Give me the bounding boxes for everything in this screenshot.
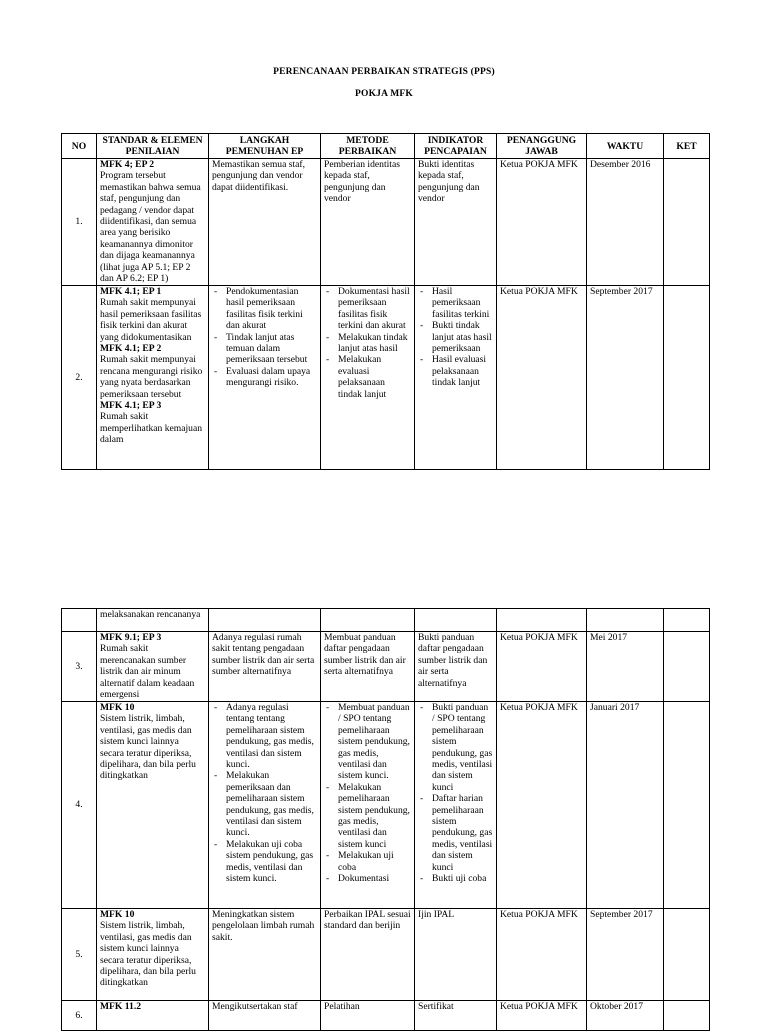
table-row bbox=[62, 632, 710, 702]
document-title: PERENCANAAN PERBAIKAN STRATEGIS (PPS) bbox=[273, 67, 495, 77]
cell-indikator: Bukti panduan daftar pengadaan sumber listrik dan air serta alternatifnya bbox=[415, 632, 497, 702]
cell-langkah: Memastikan semua staf, pengunjung dan vendor dapat diidentifikasi. bbox=[209, 159, 321, 286]
indikator-item: - Daftar harian pemeliharaan sistem pendukung, gas medis, ventilasi dan sistem kunci bbox=[418, 793, 493, 873]
metode-item: - Melakukan evaluasi pelaksanaan tindak lanjut bbox=[324, 354, 411, 400]
indikator-list bbox=[418, 286, 493, 389]
cell-pj: Ketua POKJA MFK bbox=[497, 909, 587, 1001]
table-row bbox=[62, 286, 710, 470]
cell-indikator bbox=[415, 609, 497, 632]
document-subtitle: POKJA MFK bbox=[354, 89, 413, 99]
indikator-item: - Bukti tindak lanjut atas hasil pemeriksaan bbox=[418, 320, 493, 354]
cell-standar bbox=[97, 702, 209, 909]
cell-metode: Perbaikan IPAL sesuai standard dan berijin bbox=[321, 909, 415, 1001]
cell-indikator: Ijin IPAL bbox=[415, 909, 497, 1001]
indikator-list bbox=[418, 702, 493, 885]
header-langkah: LANGKAH PEMENUHAN EP bbox=[209, 134, 321, 159]
pps-table-part-2 bbox=[61, 608, 710, 1031]
cell-waktu: Oktober 2017 bbox=[587, 1001, 664, 1031]
cell-indikator bbox=[415, 702, 497, 909]
table-row bbox=[62, 159, 710, 286]
cell-langkah bbox=[209, 609, 321, 632]
cell-no: 4. bbox=[62, 702, 97, 909]
metode-item: - Melakukan tindak lanjut atas hasil bbox=[324, 332, 411, 355]
cell-waktu: Desember 2016 bbox=[587, 159, 664, 286]
standard-code: MFK 9.1; EP 3 bbox=[100, 632, 162, 643]
cell-pj: Ketua POKJA MFK bbox=[497, 702, 587, 909]
cell-pj bbox=[497, 609, 587, 632]
cell-ket bbox=[664, 702, 710, 909]
header-metode: METODE PERBAIKAN bbox=[321, 134, 415, 159]
cell-ket bbox=[664, 159, 710, 286]
standard-code: MFK 4.1; EP 1 bbox=[100, 286, 162, 297]
cell-ket bbox=[664, 609, 710, 632]
cell-pj: Ketua POKJA MFK bbox=[497, 1001, 587, 1031]
cell-metode: Pemberian identitas kepada staf, pengunjung dan vendor bbox=[321, 159, 415, 286]
cell-indikator: Sertifikat bbox=[415, 1001, 497, 1031]
cell-waktu bbox=[587, 609, 664, 632]
cell-metode bbox=[321, 286, 415, 470]
cell-no: 6. bbox=[62, 1001, 97, 1031]
metode-item: - Dokumentasi hasil pemeriksaan fasilitas fisik terkini dan akurat bbox=[324, 286, 411, 332]
cell-langkah bbox=[209, 286, 321, 470]
cell-no: 3. bbox=[62, 632, 97, 702]
standard-code: MFK 10 bbox=[100, 702, 135, 713]
metode-list bbox=[324, 702, 411, 885]
standard-text: Program tersebut memastikan bahwa semua staf, pengunjung dan pedagang / vendor dapat diidentifikasi, dan semua area yang berisiko keamanannya dimonitor dan dijaga keamanannya (lihat juga AP 5.1; EP 2 dan AP 6.2; EP 1) bbox=[100, 170, 201, 285]
standard-code: MFK 4; EP 2 bbox=[100, 159, 155, 170]
table-row bbox=[62, 1001, 710, 1031]
standard-code: MFK 10 bbox=[100, 909, 135, 920]
cell-metode: Pelatihan bbox=[321, 1001, 415, 1031]
cell-waktu: September 2017 bbox=[587, 286, 664, 470]
cell-pj: Ketua POKJA MFK bbox=[497, 159, 587, 286]
standard-text: Rumah sakit mempunyai hasil pemeriksaan fasilitas fisik terkini dan akurat yang didokumentasikan bbox=[100, 297, 202, 343]
cell-ket bbox=[664, 909, 710, 1001]
metode-item: - Melakukan uji coba bbox=[324, 850, 411, 873]
cell-standar bbox=[97, 632, 209, 702]
cell-no bbox=[62, 609, 97, 632]
standard-text: Rumah sakit mempunyai rencana mengurangi risiko yang nyata berdasarkan pemeriksaan tersebut bbox=[100, 354, 203, 400]
cell-langkah: Mengikutsertakan staf bbox=[209, 1001, 321, 1031]
header-row bbox=[62, 134, 710, 159]
header-indikator: INDIKATOR PENCAPAIAN bbox=[415, 134, 497, 159]
cell-standar-continued: melaksanakan rencananya bbox=[97, 609, 209, 632]
table-row bbox=[62, 702, 710, 909]
cell-metode bbox=[321, 609, 415, 632]
cell-langkah: Adanya regulasi rumah sakit tentang pengadaan sumber listrik dan air serta sumber alternatifnya bbox=[209, 632, 321, 702]
header-standar: STANDAR & ELEMEN PENILAIAN bbox=[97, 134, 209, 159]
table-row bbox=[62, 909, 710, 1001]
cell-metode bbox=[321, 702, 415, 909]
indikator-item: - Hasil pemeriksaan fasilitas terkini bbox=[418, 286, 493, 320]
header-penanggung-jawab: PENANGGUNG JAWAB bbox=[497, 134, 587, 159]
langkah-item: - Tindak lanjut atas temuan dalam pemeriksaan tersebut bbox=[212, 332, 317, 366]
cell-pj: Ketua POKJA MFK bbox=[497, 286, 587, 470]
cell-indikator: Bukti identitas kepada staf, pengunjung dan vendor bbox=[415, 159, 497, 286]
langkah-item: - Pendokumentasian hasil pemeriksaan fasilitas fisik terkini dan akurat bbox=[212, 286, 317, 332]
indikator-item: - Hasil evaluasi pelaksanaan tindak lanjut bbox=[418, 354, 493, 388]
cell-waktu: Mei 2017 bbox=[587, 632, 664, 702]
standard-text: Rumah sakit memperlihatkan kemajuan dalam bbox=[100, 411, 203, 446]
cell-ket bbox=[664, 632, 710, 702]
cell-langkah: Meningkatkan sistem pengelolaan limbah rumah sakit. bbox=[209, 909, 321, 1001]
standard-code: MFK 4.1; EP 3 bbox=[100, 400, 162, 412]
cell-ket bbox=[664, 1001, 710, 1031]
header-ket: KET bbox=[664, 134, 710, 159]
cell-no: 5. bbox=[62, 909, 97, 1001]
indikator-item: - Bukti uji coba bbox=[418, 873, 493, 884]
langkah-list bbox=[212, 702, 317, 885]
header-no: NO bbox=[62, 134, 97, 159]
table-row bbox=[62, 609, 710, 632]
langkah-item: - Evaluasi dalam upaya mengurangi risiko. bbox=[212, 366, 317, 389]
cell-standar bbox=[97, 1001, 209, 1031]
cell-langkah bbox=[209, 702, 321, 909]
langkah-item: - Melakukan pemeriksaan dan pemeliharaan sistem pendukung, gas medis, ventilasi dan sistem kunci. bbox=[212, 770, 317, 838]
langkah-item: - Adanya regulasi tentang tentang pemeliharaan sistem pendukung, gas medis, ventilasi dan sistem kunci. bbox=[212, 702, 317, 770]
standard-text: Sistem listrik, limbah, ventilasi, gas medis dan sistem kunci lainnya secara teratur diperiksa, dipelihara, dan bila perlu ditingkatkan bbox=[100, 920, 196, 989]
indikator-item: - Bukti panduan / SPO tentang pemeliharaan sistem pendukung, gas medis, ventilasi dan sistem kunci bbox=[418, 702, 493, 793]
cell-standar bbox=[97, 909, 209, 1001]
header-waktu: WAKTU bbox=[587, 134, 664, 159]
standard-text: Rumah sakit merencanakan sumber listrik dan air minum alternatif dalam keadaan emergensi bbox=[100, 643, 195, 701]
cell-indikator bbox=[415, 286, 497, 470]
cell-standar bbox=[97, 159, 209, 286]
cell-ket bbox=[664, 286, 710, 470]
standard-code: MFK 4.1; EP 2 bbox=[100, 343, 162, 355]
cell-metode: Membuat panduan daftar pengadaan sumber listrik dan air serta alternatifnya bbox=[321, 632, 415, 702]
langkah-item: - Melakukan uji coba sistem pendukung, gas medis, ventilasi dan sistem kunci. bbox=[212, 839, 317, 885]
standard-code: MFK 11.2 bbox=[100, 1001, 142, 1012]
cell-standar bbox=[97, 286, 209, 470]
metode-item: - Melakukan pemeliharaan sistem pendukung, gas medis, ventilasi dan sistem kunci bbox=[324, 782, 411, 850]
cell-pj: Ketua POKJA MFK bbox=[497, 632, 587, 702]
pps-table-part-1 bbox=[61, 133, 710, 470]
langkah-list bbox=[212, 286, 317, 389]
cell-no: 2. bbox=[62, 286, 97, 470]
metode-item: - Membuat panduan / SPO tentang pemeliharaan sistem pendukung, gas medis, ventilasi dan sistem kunci. bbox=[324, 702, 411, 782]
cell-waktu: September 2017 bbox=[587, 909, 664, 1001]
metode-item: - Dokumentasi bbox=[324, 873, 411, 884]
cell-no: 1. bbox=[62, 159, 97, 286]
standard-text: Sistem listrik, limbah, ventilasi, gas medis dan sistem kunci lainnya secara teratur diperiksa, dipelihara, dan bila perlu ditingkatkan bbox=[100, 713, 196, 782]
cell-waktu: Januari 2017 bbox=[587, 702, 664, 909]
metode-list bbox=[324, 286, 411, 400]
